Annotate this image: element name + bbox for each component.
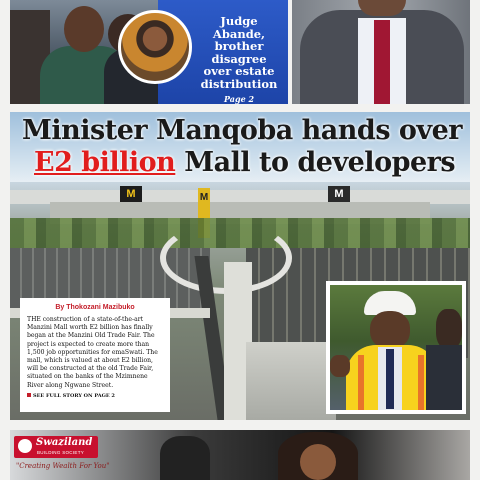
see-more-label: SEE FULL STORY ON PAGE 2	[33, 392, 115, 399]
ad-logo	[14, 436, 98, 458]
main-headline-line1[interactable]: Minister Manqoba hands over	[22, 115, 463, 146]
tie	[374, 20, 390, 104]
person-head	[436, 309, 462, 349]
person-head	[64, 6, 104, 52]
logo-emblem-icon	[18, 439, 32, 453]
bullet-icon	[27, 393, 31, 397]
story-box[interactable]	[20, 298, 170, 412]
ad-tagline: "Creating Wealth For You"	[16, 462, 110, 470]
ad-brand: Swaziland	[36, 437, 93, 448]
headline-amount: E2 billion	[34, 147, 176, 178]
mall-sign: M	[328, 186, 350, 202]
inset-photo-image	[330, 285, 462, 410]
teaser-line: over estate	[203, 64, 275, 78]
teaser-portrait	[118, 10, 192, 84]
teaser-headline[interactable]	[194, 15, 284, 106]
ad-person	[160, 436, 210, 480]
inset-photo	[326, 281, 466, 414]
tie	[386, 349, 394, 409]
hand	[330, 355, 350, 377]
person-head	[370, 311, 410, 349]
teaser-page-ref: Page 2	[223, 94, 255, 104]
vest-stripe	[358, 355, 364, 410]
ad-face	[300, 444, 336, 480]
top-right-photo	[292, 0, 470, 104]
teaser-line: Judge Abande,	[212, 14, 266, 41]
vest-stripe	[418, 355, 424, 410]
mall-sign: M	[198, 188, 210, 238]
person-silhouette	[426, 345, 462, 410]
mall-sign: M	[120, 186, 142, 202]
byline: By Thokozani Mazibuko	[55, 304, 135, 311]
teaser-line: disagree	[211, 51, 267, 66]
building-block	[246, 342, 336, 420]
headline-rest: Mall to developers	[175, 147, 456, 178]
main-headline-line2[interactable]	[34, 147, 455, 178]
see-more-link[interactable]	[27, 393, 163, 399]
teaser-line: distribution	[200, 76, 278, 91]
story-body: THE construction of a state-of-the-art Manzini Mall worth E2 billion has finally began at the Manzini Old Trade Fair. The project is expected to create more than 1,500 job opportunities for emaSwati. The mall, which is valued at about E2 billion, will be constructed at the old Trade Fair, situated on the banks of the Mzimnene River along Ngwane Street.	[27, 316, 158, 389]
teaser-line: brother	[214, 39, 264, 53]
ad-sub: BUILDING SOCIETY	[37, 450, 85, 455]
